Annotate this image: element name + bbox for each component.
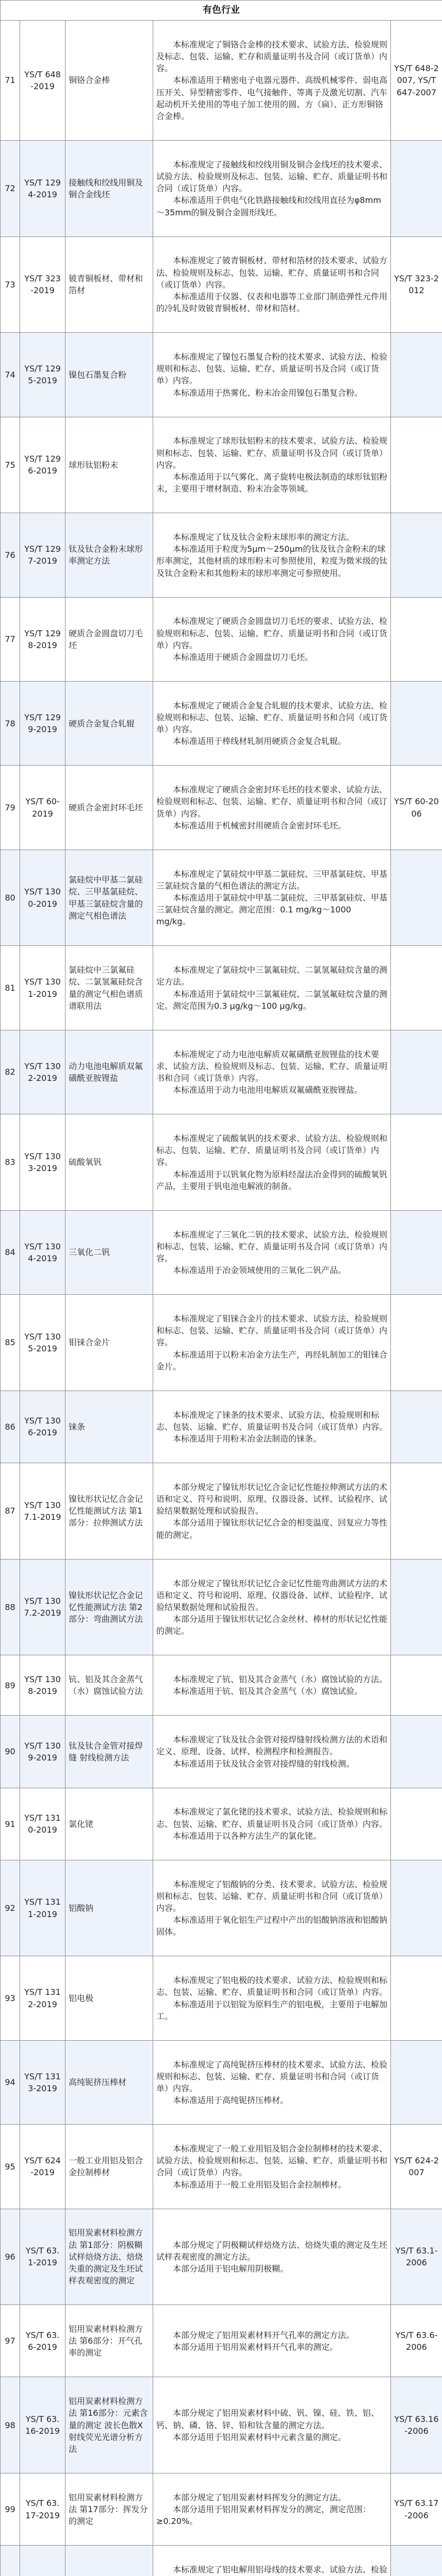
scope-paragraph: 本标准适用于高纯铌挤压棒材。 xyxy=(173,2095,289,2106)
table-row xyxy=(1,850,442,946)
standard-name-cell: 氯硅烷中甲基二氯硅烷、三甲基氯硅烷、甲基三氯硅烷含量的测定气相色谱法 xyxy=(66,850,153,946)
table-row xyxy=(1,513,442,597)
scope-paragraph: 本标准适用于精密电子电器元器件、高级机械零件、弱电高压开关、异型精密零件、电气接触件、等离子及激光切割、汽车起动机开关使用的等电子加工使用的圆、方（扁）、正方形铜铬合金棒。 xyxy=(156,75,388,122)
table-row xyxy=(1,1716,442,1788)
standard-name-cell: 钛及钛合金管对接焊缝 射线检测方法 xyxy=(66,1716,153,1788)
scope-paragraph: 本标准适用于供电气化铁路接触线和绞线用直径为φ8mm～35mm的铜及铜合金圆形线坯。 xyxy=(156,195,381,217)
scope-paragraph: 本标准适用于以气雾化、离子旋转电极法制造的球形钛铝粉末，主要用于增材制造、粉末冶金等领域。 xyxy=(156,472,388,494)
standard-code-cell: YS/T 1313-2019 xyxy=(20,2040,66,2124)
scope-cell xyxy=(153,2209,391,2305)
standard-code-cell: YS/T 323-2019 xyxy=(20,236,66,333)
scope-paragraph: 本标准适用于以铝锭为原料生产的铝电极，主要用于电解加工。 xyxy=(156,1999,388,2021)
replaces-cell xyxy=(391,1559,442,1655)
scope-paragraph: 本标准规定了铍青铜板材、带材和箔材的技术要求、试验方法、检验规则及标志、包装、运输、贮存、质量证明书和合同（或订货单）内容。 xyxy=(156,256,388,290)
scope-paragraph: 本标准适用于仪器、仪表和电器等工业部门制造弹性元件用的冷轧及时效铍青铜板材、带材和箔材。 xyxy=(156,292,388,314)
scope-paragraph: 本标准规定了铝电极的技术要求、试验方法、检验规则和标志、包装、运输、贮存、质量证明书和合同（或订货单）内容。 xyxy=(156,1975,388,1997)
scope-cell xyxy=(153,1716,391,1788)
replaces-cell xyxy=(391,1295,442,1391)
scope-cell xyxy=(153,2125,391,2209)
standard-code-cell xyxy=(20,2546,66,2576)
table-row xyxy=(1,2040,442,2124)
table-row xyxy=(1,2377,442,2473)
scope-paragraph: 本部分规定了阴极糊试样焙烧方法、焙烧失重的测定及生坯试样表观密度的测定方法。 xyxy=(156,2240,388,2262)
scope-cell xyxy=(153,2473,391,2545)
scope-cell xyxy=(153,682,391,766)
scope-paragraph: 本标准规定了动力电池电解质双氟磺酰亚胺锂盐的技术要求、试验方法、检验规则及标志、包装、运输、贮存、质量证明书和合同（或订货单）内容。 xyxy=(156,1049,388,1083)
scope-cell xyxy=(153,1655,391,1716)
replaces-cell: YS/T 63.17-2006 xyxy=(391,2473,442,2545)
table-row xyxy=(1,2473,442,2545)
scope-cell xyxy=(153,417,391,513)
row-number-cell: 72 xyxy=(1,141,20,237)
standard-code-cell: YS/T 624-2019 xyxy=(20,2125,66,2209)
scope-cell xyxy=(153,1559,391,1655)
row-number-cell: 94 xyxy=(1,2040,20,2124)
scope-paragraph: 本标准适用于氯硅烷中三氯氟硅烷、二氯氢氟硅烷含量的测定。测定范围为0.3 μg/kg～100 μg/kg。 xyxy=(156,989,388,1011)
table-row xyxy=(1,1030,442,1114)
replaces-cell xyxy=(391,417,442,513)
replaces-cell: YS/T 624-2007 xyxy=(391,2125,442,2209)
standard-name-cell: 铝用炭素材料检测方法 第16部分：元素含量的测定 波长色散X射线荧光光谱分析方法 xyxy=(66,2377,153,2473)
scope-paragraph: 本标准规定了铼条的技术要求、试验方法、检验规则和标志、包装、运输、贮存、质量证明书及合同（或订货单）内容。 xyxy=(156,1410,388,1432)
standard-code-cell: YS/T 1302-2019 xyxy=(20,1030,66,1114)
scope-paragraph: 本标准适用于棒线材轧制用硬质合金复合轧辊。 xyxy=(173,736,347,747)
standard-name-cell: 硬质合金复合轧辊 xyxy=(66,682,153,766)
scope-paragraph: 本标准规定了铜铬合金棒的技术要求、试验方法、检验规则及标志、包装、运输、贮存和质量证明书及合同（或订货单）内容。 xyxy=(156,39,388,74)
replaces-cell xyxy=(391,850,442,946)
replaces-cell: YS/T 63.6-2006 xyxy=(391,2305,442,2377)
scope-paragraph: 本标准规定了三氧化二钒的技术要求、试验方法、检验规则和标志、包装、运输、贮存、质量证明书及合同（或订货单）内容。 xyxy=(156,1229,388,1264)
standard-name-cell: 球形钛铝粉末 xyxy=(66,417,153,513)
scope-cell xyxy=(153,236,391,333)
table-body xyxy=(1,21,442,2576)
row-number-cell: 81 xyxy=(1,946,20,1030)
standard-code-cell: YS/T 1301-2019 xyxy=(20,946,66,1030)
scope-paragraph: 本标准规定了球形钛铝粉末的技术要求、试验方法、检验规则和标志、包装、运输、贮存、质量证明书及合同（或订货单）内容。 xyxy=(156,436,388,470)
scope-paragraph: 本标准规定了氯硅烷中三氯氟硅烷、二氯氢氟硅烷含量的测定方法。 xyxy=(156,965,388,987)
standard-name-cell: 一般工业用铝及铝合金拉制棒材 xyxy=(66,2125,153,2209)
replaces-cell xyxy=(391,1030,442,1114)
scope-cell xyxy=(153,2546,391,2576)
replaces-cell: YS/T 63.16-2006 xyxy=(391,2377,442,2473)
scope-paragraph: 本部分适用于铝用炭素材料挥发分的测定，测定范围：≥0.20%。 xyxy=(156,2504,371,2527)
table-row xyxy=(1,2125,442,2209)
standard-code-cell: YS/T 1303-2019 xyxy=(20,1114,66,1211)
standard-name-cell: 铝用炭素材料检测方法 第1部分：阴极糊试样焙烧方法、焙烧失重的测定及生坯试样表观密度的测定 xyxy=(66,2209,153,2305)
standard-code-cell: YS/T 1307.1-2019 xyxy=(20,1463,66,1560)
row-number-cell: 73 xyxy=(1,236,20,333)
standard-code-cell: YS/T 1311-2019 xyxy=(20,1860,66,1956)
standard-name-cell: 铜铬合金棒 xyxy=(66,21,153,141)
scope-paragraph: 本标准规定了硬质合金复合轧辊的技术要求、试验方法、检验规则和标志、包装、运输、贮存、质量证明书和合同（或订货单）内容。 xyxy=(156,700,388,735)
table-row xyxy=(1,1788,442,1860)
scope-paragraph: 本标准适用于氯硅烷中甲基二氯硅烷、三甲基氯硅烷、甲基三氯硅烷含量的测定。测定范围：0.1 mg/kg～1000 mg/kg。 xyxy=(156,893,388,927)
row-number-cell: 80 xyxy=(1,850,20,946)
table-row xyxy=(1,1391,442,1463)
replaces-cell: YS/T 63.1-2006 xyxy=(391,2209,442,2305)
scope-paragraph: 本标准适用于粒度为5μm～250μm的钛及钛合金粉末的球形率测定，其他材质的球形粉末可参照使用，粒度为微米级的钛及钛合金粉末和其他粉末的球形率测定可参照使用。 xyxy=(156,544,388,578)
scope-paragraph: 本部分规定了镍钛形状记忆合金记忆性能拉伸测试方法的术语和定义、符号和说明、原理、仪器设备、试样、试验程序、试验结果数据处理和试验报告。 xyxy=(156,1482,388,1516)
row-number-cell: 77 xyxy=(1,597,20,681)
table-row xyxy=(1,1655,442,1716)
table-row xyxy=(1,236,442,333)
scope-paragraph: 本标准适用于热雾化、粉末冶金用镍包石墨复合粉。 xyxy=(173,387,363,398)
standard-name-cell: 镍包石墨复合粉 xyxy=(66,333,153,417)
replaces-cell xyxy=(391,2546,442,2576)
row-number-cell: 75 xyxy=(1,417,20,513)
table-row xyxy=(1,333,442,417)
section-header-row xyxy=(1,1,442,21)
replaces-cell xyxy=(391,1956,442,2040)
scope-paragraph: 本部分适用于镍钛形状记忆合金丝材、棒材的形状记忆性能的测定。 xyxy=(156,1614,388,1636)
scope-paragraph: 本标准规定了硬质合金密封环毛坯的技术要求、试验方法、检验规则和标志、包装、运输、贮存、质量证明书和合同（或订货单）内容。 xyxy=(156,785,388,819)
standard-code-cell: YS/T 63.17-2019 xyxy=(20,2473,66,2545)
table-row xyxy=(1,417,442,513)
standard-code-cell: YS/T 60-2019 xyxy=(20,766,66,850)
scope-cell xyxy=(153,2305,391,2377)
scope-cell xyxy=(153,766,391,850)
replaces-cell xyxy=(391,513,442,597)
standard-code-cell: YS/T 1310-2019 xyxy=(20,1788,66,1860)
row-number-cell: 95 xyxy=(1,2125,20,2209)
standard-name-cell xyxy=(66,2546,153,2576)
scope-paragraph: 本标准规定了高纯铌挤压棒材的技术要求、试验方法、检验规则和标志、包装、运输、贮存、质量证明书和合同（或订货单）内容。 xyxy=(156,2059,388,2093)
row-number-cell: 82 xyxy=(1,1030,20,1114)
standard-name-cell: 铝电极 xyxy=(66,1956,153,2040)
row-number-cell: 86 xyxy=(1,1391,20,1463)
replaces-cell xyxy=(391,141,442,237)
replaces-cell: YS/T 323-2012 xyxy=(391,236,442,333)
standard-name-cell: 铝用炭素材料检测方法 第17部分：挥发分的测定 xyxy=(66,2473,153,2545)
scope-paragraph: 本标准适用于以粉末冶金方法生产，再经轧制加工的钼铼合金片。 xyxy=(156,1349,388,1371)
standard-code-cell: YS/T 1295-2019 xyxy=(20,333,66,417)
standard-name-cell: 镍钛形状记忆合金记忆性能测试方法 第2部分：弯曲测试方法 xyxy=(66,1559,153,1655)
table-row xyxy=(1,21,442,141)
scope-paragraph: 本标准适用于以各种方法生产的氯化铑。 xyxy=(173,1831,322,1841)
table-row xyxy=(1,1114,442,1211)
scope-paragraph: 本部分规定了铝用炭素材料开气孔率的测定方法。 xyxy=(173,2330,355,2340)
scope-paragraph: 本部分适用于铝用炭素材料中元素含量的测定。 xyxy=(173,2432,347,2442)
table-row xyxy=(1,2209,442,2305)
standard-name-cell: 接触线和绞线用铜及铜合金线坯 xyxy=(66,141,153,237)
section-title: 有色行业 xyxy=(1,1,442,21)
table-row xyxy=(1,1860,442,1956)
standard-code-cell: YS/T 648-2019 xyxy=(20,21,66,141)
scope-cell xyxy=(153,2040,391,2124)
row-number-cell: 99 xyxy=(1,2473,20,2545)
scope-paragraph: 本标准适用于动力电池用电解质双氟磺酰亚胺锂盐。 xyxy=(173,1085,363,1095)
scope-paragraph: 本标准适用于钪、铝及其合金蒸气（水）腐蚀试验。 xyxy=(173,1686,363,1697)
scope-cell xyxy=(153,850,391,946)
table-row xyxy=(1,2305,442,2377)
replaces-cell xyxy=(391,1860,442,1956)
scope-paragraph: 本标准适用于用粉末冶金法制造的铼条。 xyxy=(173,1434,322,1444)
scope-paragraph: 本部分适用于铝电解用阴极糊。 xyxy=(173,2263,289,2274)
scope-paragraph: 本标准规定了铝电解用铝母线的技术要求、试验方法、检验 xyxy=(173,2565,388,2575)
scope-cell xyxy=(153,1788,391,1860)
replaces-cell xyxy=(391,682,442,766)
row-number-cell: 96 xyxy=(1,2209,20,2305)
scope-paragraph: 本标准规定了钪、铝及其合金蒸气（水）腐蚀试验的方法。 xyxy=(173,1674,388,1685)
standard-name-cell: 氯化铑 xyxy=(66,1788,153,1860)
standard-name-cell: 高纯铌挤压棒材 xyxy=(66,2040,153,2124)
scope-cell xyxy=(153,21,391,141)
standard-code-cell: YS/T 63.16-2019 xyxy=(20,2377,66,2473)
replaces-cell xyxy=(391,1210,442,1294)
standard-name-cell: 铼条 xyxy=(66,1391,153,1463)
scope-cell xyxy=(153,1463,391,1560)
standard-code-cell: YS/T 1306-2019 xyxy=(20,1391,66,1463)
table-row xyxy=(1,766,442,850)
standard-name-cell: 硬质合金圆盘切刀毛坯 xyxy=(66,597,153,681)
scope-paragraph: 本标准规定了氯化铑的技术要求、试验方法、检验规则和标志、包装、运输、贮存、质量证明书及合同（或订货单）内容。 xyxy=(156,1807,388,1829)
scope-paragraph: 本标准适用于一般工业用铝及铝合金拉制棒材。 xyxy=(173,2179,347,2190)
row-number-cell: 84 xyxy=(1,1210,20,1294)
replaces-cell xyxy=(391,946,442,1030)
scope-paragraph: 本标准规定了钛及钛合金管对接焊缝射线检测方法的术语和定义、原理、设备、试样、检测程序和检测报告。 xyxy=(156,1735,388,1757)
scope-cell xyxy=(153,2377,391,2473)
scope-cell xyxy=(153,1030,391,1114)
standard-name-cell: 钪、铝及其合金蒸气（水）腐蚀试验方法 xyxy=(66,1655,153,1716)
scope-cell xyxy=(153,1295,391,1391)
row-number-cell: 91 xyxy=(1,1788,20,1860)
scope-cell xyxy=(153,946,391,1030)
standard-code-cell: YS/T 63.6-2019 xyxy=(20,2305,66,2377)
replaces-cell xyxy=(391,1655,442,1716)
standard-code-cell: YS/T 1298-2019 xyxy=(20,597,66,681)
row-number-cell: 83 xyxy=(1,1114,20,1211)
standard-code-cell: YS/T 1299-2019 xyxy=(20,682,66,766)
standard-name-cell: 硫酸氧钒 xyxy=(66,1114,153,1211)
scope-paragraph: 本标准适用于硬质合金圆盘切刀毛坯。 xyxy=(173,652,314,663)
row-number-cell: 76 xyxy=(1,513,20,597)
standard-code-cell: YS/T 63.1-2019 xyxy=(20,2209,66,2305)
scope-paragraph: 本标准适用于钛及钛合金管对接焊缝的射线检测。 xyxy=(173,1758,355,1769)
scope-cell xyxy=(153,141,391,237)
standard-name-cell: 硬质合金密封环毛坯 xyxy=(66,766,153,850)
scope-paragraph: 本标准规定了氯硅烷中甲基二氯硅烷、三甲基氯硅烷、甲基三氯硅烷含量的气相色谱法的测定方法。 xyxy=(156,869,388,891)
replaces-cell xyxy=(391,1391,442,1463)
standard-name-cell: 钛及钛合金粉末球形率测定方法 xyxy=(66,513,153,597)
scope-cell xyxy=(153,1391,391,1463)
replaces-cell xyxy=(391,597,442,681)
table-row xyxy=(1,1210,442,1294)
row-number-cell: 88 xyxy=(1,1559,20,1655)
scope-paragraph: 本标准规定了硬质合金圆盘切刀毛坯的要求、试验方法、检验规则和标志、包装、运输、贮存、质量证明书和合同（或订货单）内容。 xyxy=(156,616,388,650)
standard-code-cell: YS/T 1296-2019 xyxy=(20,417,66,513)
scope-paragraph: 本标准规定了钼铼合金片的技术要求、试验方法、检验规则和标志、包装、运输、贮存、质量证明书及合同（或订货单）内容。 xyxy=(156,1314,388,1348)
scope-cell xyxy=(153,333,391,417)
standard-code-cell: YS/T 1304-2019 xyxy=(20,1210,66,1294)
standard-name-cell: 铝用炭素材料检测方法 第6部分：开气孔率的测定 xyxy=(66,2305,153,2377)
standard-name-cell: 铝酸钠 xyxy=(66,1860,153,1956)
standard-code-cell: YS/T 1307.2-2019 xyxy=(20,1559,66,1655)
table-row xyxy=(1,1559,442,1655)
scope-paragraph: 本标准适用于以钒氧化物为原料经湿法冶金得到的硫酸氧钒产品，主要用于钒电池电解液的制备。 xyxy=(156,1169,388,1191)
standard-name-cell: 三氧化二钒 xyxy=(66,1210,153,1294)
scope-paragraph: 本标准规定了一般工业用铝及铝合金拉制棒材的技术要求、试验方法、检验规则和标志、包装、运输、贮存、质量证明书和合同（或订货单）内容。 xyxy=(156,2143,388,2178)
row-number-cell: 97 xyxy=(1,2305,20,2377)
standard-name-cell: 动力电池电解质双氟磺酰亚胺锂盐 xyxy=(66,1030,153,1114)
scope-paragraph: 本部分适用于镍钛形状记忆合金的相变温度、回复应力等性能的测定。 xyxy=(156,1518,388,1540)
standard-name-cell: 氯硅烷中三氯氟硅烷、二氯氢氟硅烷含量的测定气相色谱质谱联用法 xyxy=(66,946,153,1030)
row-number-cell: 85 xyxy=(1,1295,20,1391)
standard-name-cell: 铍青铜板材、带材和箔材 xyxy=(66,236,153,333)
row-number-cell: 78 xyxy=(1,682,20,766)
standard-name-cell: 镍钛形状记忆合金记忆性能测试方法 第1部分：拉伸测试方法 xyxy=(66,1463,153,1560)
table-row xyxy=(1,1463,442,1560)
row-number-cell: 92 xyxy=(1,1860,20,1956)
scope-paragraph: 本标准适用于冶金领域使用的三氧化二钒产品。 xyxy=(173,1265,347,1276)
scope-paragraph: 本标准规定了钛及钛合金粉末球形率的测定方法。 xyxy=(173,532,355,543)
table-row xyxy=(1,946,442,1030)
scope-paragraph: 本部分规定了铝用炭素材料挥发分的测定方法。 xyxy=(173,2492,347,2502)
row-number-cell xyxy=(1,2546,20,2576)
table-row xyxy=(1,1295,442,1391)
scope-paragraph: 本部分规定了镍钛形状记忆合金记忆性能弯曲测试方法的术语和定义、符号和说明、原理、仪器设备、试样、试验程序、试验结果数据处理和试验报告。 xyxy=(156,1578,388,1612)
row-number-cell: 90 xyxy=(1,1716,20,1788)
table-row xyxy=(1,597,442,681)
table-row xyxy=(1,682,442,766)
scope-cell xyxy=(153,1210,391,1294)
replaces-cell xyxy=(391,1788,442,1860)
standard-code-cell: YS/T 1297-2019 xyxy=(20,513,66,597)
replaces-cell xyxy=(391,2040,442,2124)
replaces-cell xyxy=(391,1114,442,1211)
standard-code-cell: YS/T 1309-2019 xyxy=(20,1716,66,1788)
row-number-cell: 79 xyxy=(1,766,20,850)
scope-paragraph: 本标准规定了镍包石墨复合粉的技术要求、试验方法、检验规则和标志、包装、运输、贮存、质量证明书及合同（或订货单）内容。 xyxy=(156,352,388,386)
scope-paragraph: 本标准适用于氧化铝生产过程中产出的铝酸钠溶液和铝酸钠固体。 xyxy=(156,1915,388,1937)
standard-code-cell: YS/T 1300-2019 xyxy=(20,850,66,946)
replaces-cell xyxy=(391,1463,442,1560)
scope-cell xyxy=(153,513,391,597)
table-row xyxy=(1,141,442,237)
scope-cell xyxy=(153,1956,391,2040)
table-row xyxy=(1,1956,442,2040)
row-number-cell: 89 xyxy=(1,1655,20,1716)
row-number-cell: 87 xyxy=(1,1463,20,1560)
scope-paragraph: 本标准规定了接触线和绞线用铜及铜合金线坯的技术要求、试验方法、检验规则及标志、包装、运输、贮存、质量证明书和合同（或订货单）内容。 xyxy=(156,159,388,194)
replaces-cell xyxy=(391,1716,442,1788)
scope-cell xyxy=(153,1860,391,1956)
replaces-cell xyxy=(391,333,442,417)
scope-paragraph: 本标准规定了硫酸氧钒的技术要求、试验方法、检验规则和标志、包装、运输、贮存、质量证明书及合同（或订货单）内容。 xyxy=(156,1133,388,1167)
row-number-cell: 93 xyxy=(1,1956,20,2040)
standard-code-cell: YS/T 1312-2019 xyxy=(20,1956,66,2040)
replaces-cell: YS/T 60-2006 xyxy=(391,766,442,850)
standard-name-cell: 钼铼合金片 xyxy=(66,1295,153,1391)
scope-paragraph: 本标准适用于机械密封用硬质合金密封环毛坯。 xyxy=(173,820,347,831)
scope-paragraph: 本部分适用于铝用炭素材料开气孔率的测定。 xyxy=(173,2342,338,2352)
scope-cell xyxy=(153,1114,391,1211)
scope-paragraph: 本部分规定了铝用炭素材料中硫、钒、镍、硅、铁、铝、钙、钠、磷、铬、锌、铅和钛含量的测定方法。 xyxy=(156,2408,380,2430)
standard-code-cell: YS/T 1294-2019 xyxy=(20,141,66,237)
replaces-cell: YS/T 648-2007, YS/T 647-2007 xyxy=(391,21,442,141)
row-number-cell: 74 xyxy=(1,333,20,417)
table-row xyxy=(1,2546,442,2576)
standard-code-cell: YS/T 1305-2019 xyxy=(20,1295,66,1391)
row-number-cell: 98 xyxy=(1,2377,20,2473)
row-number-cell: 71 xyxy=(1,21,20,141)
scope-paragraph: 本标准规定了铝酸钠的分类、技术要求、试验方法、检验规则和标志、包装、运输、贮存、质量证明书和合同（或订货单）内容。 xyxy=(156,1879,388,1913)
standard-code-cell: YS/T 1308-2019 xyxy=(20,1655,66,1716)
scope-cell xyxy=(153,597,391,681)
